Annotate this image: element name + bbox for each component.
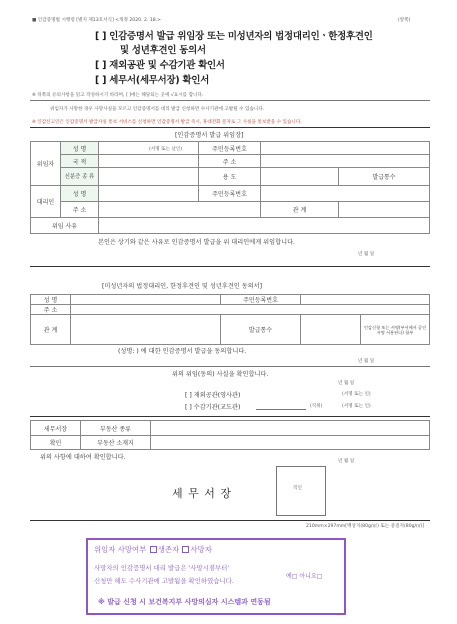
- address-label: 주 소: [199, 155, 261, 168]
- name-label: 성 명: [61, 142, 99, 155]
- consent-rrn-field[interactable]: [301, 295, 430, 305]
- consent-name-label: 성 명: [31, 295, 71, 305]
- property-type-label: 부동산 종류: [81, 421, 151, 436]
- deceased-label: 사망자: [190, 545, 212, 554]
- title-line-2: 및 성년후견인 동의서: [120, 45, 206, 56]
- note-3: ※ 인감신고인은 인감증명서 발급사실 통보 서비스를 신청하면 인감증명서 발급 즉시, 휴대전화 문자로 그 사실을 통보받을 수 있습니다.: [32, 120, 302, 125]
- consent-address-label: 주 소: [31, 305, 71, 315]
- form-code: ■ 인감증명법 시행령 [별지 제13호서식] <개정 2020. 2. 18.>: [32, 18, 161, 23]
- consent-copies-label: 발급통수: [221, 315, 301, 345]
- consent-address-field[interactable]: [71, 305, 430, 315]
- notice-footer: ※ 발급 신청 시 보건복지부 사망의심자 시스템과 연동됨: [98, 598, 271, 606]
- id-type-field[interactable]: [99, 168, 199, 186]
- tax-statement: 위의 사항에 대하여 확인합니다.: [40, 454, 126, 461]
- notice-line-2: 신청만 해도 수사기관에 고발됨을 확인하였습니다.: [94, 577, 234, 585]
- address-field[interactable]: [261, 155, 430, 168]
- embassy-option[interactable]: [ ] 재외공관(영사관): [185, 392, 241, 399]
- alive-label: 생존자: [157, 545, 180, 554]
- rrn-label: 주민등록번호: [199, 142, 261, 155]
- agent-name-label: 성 명: [61, 186, 99, 202]
- title-line-4: [ ] 세무서(세무서장) 확인서: [95, 75, 210, 86]
- delegator-label: 위임자: [31, 142, 61, 186]
- consent-note: 인감신청 또는 서명(부서에서 공인서명 서용된다) 함부: [361, 315, 430, 345]
- consent-relation-field[interactable]: [71, 315, 221, 345]
- divider: [30, 100, 430, 101]
- delegation-table: [30, 141, 430, 234]
- paper-spec: 210mm×297mm[백상지(80g/㎡) 또는 중질지(80g/㎡)]: [306, 524, 425, 529]
- purpose-field[interactable]: [261, 168, 339, 186]
- notice-line-1: 사망자의 인감증명서 대리 발급은 '사망시점부터': [94, 564, 230, 572]
- death-check-notice: [86, 538, 346, 615]
- delegation-date: 년 월 일: [358, 252, 375, 257]
- consent-copies-field[interactable]: [301, 315, 361, 345]
- tax-office-label: 세무서장: [31, 421, 81, 436]
- prison-rank: (직위): [310, 404, 323, 409]
- nationality-label: 국 적: [61, 155, 99, 168]
- tax-confirm-label: 확인: [31, 436, 81, 450]
- tax-date: 년 월 일: [338, 459, 355, 464]
- agent-address-field[interactable]: [99, 202, 261, 218]
- prison-sign: (서명 또는 인): [342, 404, 371, 409]
- name-field[interactable]: [99, 142, 199, 155]
- divider: [30, 416, 430, 417]
- prison-line: [256, 409, 306, 410]
- divider: [30, 366, 430, 367]
- agent-name-field[interactable]: [99, 186, 199, 202]
- note-2: 위임자가 사망한 경우 사망사실을 모르고 인감증명서를 대리 발급 신청하면 수사기관에 고발될 수 있습니다.: [50, 107, 265, 112]
- note-1: ※ 뒤쪽의 유의사항을 읽고 작성하시기 바라며, [ ]에는 해당되는 곳에 √표시를 합니다.: [32, 93, 204, 98]
- consent-table: [30, 294, 430, 345]
- consent-rrn-label: 주민등록번호: [221, 295, 301, 305]
- tax-signer: 세 무 서 장: [172, 487, 232, 500]
- embassy-sign: (서명 또는 인): [342, 392, 371, 397]
- relation-label: 관 계: [261, 202, 339, 218]
- copies-label: 발급통수: [339, 168, 430, 186]
- title-line-3: [ ] 재외공관 및 수감기관 확인서: [95, 60, 225, 71]
- divider: [30, 520, 430, 521]
- purpose-label: 용 도: [199, 168, 261, 186]
- consent-heading: [미성년자의 법정대리인, 한정후견인 및 성년후견인 동의서]: [102, 283, 263, 290]
- reason-label: 위임 사유: [31, 218, 99, 234]
- delegation-heading: [인감증명서 발급 위임장]: [175, 132, 244, 139]
- agent-rrn-field[interactable]: [261, 186, 430, 202]
- deceased-checkbox[interactable]: [182, 546, 189, 553]
- name-hint: (서명 또는 날인): [149, 146, 183, 152]
- property-type-field[interactable]: [151, 421, 430, 436]
- prison-option[interactable]: [ ] 수감기관(교도관): [185, 404, 241, 411]
- relation-field[interactable]: [339, 202, 430, 218]
- agent-rrn-label: 주민등록번호: [199, 186, 261, 202]
- page-label: (앞쪽): [398, 18, 411, 23]
- confirm-statement: 위의 위임(동의) 사실을 확인합니다.: [172, 371, 269, 378]
- tax-office-table: [30, 420, 430, 450]
- property-location-field[interactable]: [151, 436, 430, 450]
- consent-relation-label: 관 계: [31, 315, 71, 345]
- divider: [30, 266, 430, 267]
- id-type-label: 신분증 종 류: [61, 168, 99, 186]
- yes-no-checkboxes[interactable]: 예□ 아니요□: [286, 573, 323, 580]
- reason-field[interactable]: [99, 218, 430, 234]
- official-seal-box: [276, 466, 326, 516]
- consent-name-field[interactable]: [71, 295, 221, 305]
- property-location-label: 부동산 소재지: [81, 436, 151, 450]
- seal-label: 직인: [293, 486, 302, 491]
- death-status-label: 위임자 사망여부: [94, 545, 147, 554]
- confirm-date: 년 월 일: [338, 381, 355, 386]
- consent-statement: (성명: ) 에 대한 인감증명서 발급을 동의합니다.: [118, 348, 247, 355]
- death-status-row: [94, 544, 212, 555]
- delegation-statement: 본인은 상기와 같은 사유로 인감증명서 발급을 위 대리인에게 위임합니다.: [98, 239, 296, 246]
- title-line-1: [ ] 인감증명서 발급 위임장 또는 미성년자의 법정대리인ㆍ한정후견인: [95, 31, 373, 42]
- agent-address-label: 주 소: [61, 202, 99, 218]
- rrn-field[interactable]: [261, 142, 430, 155]
- divider: [30, 127, 430, 128]
- alive-checkbox[interactable]: [150, 546, 157, 553]
- agent-label: 대리인: [31, 186, 61, 218]
- nationality-field[interactable]: [99, 155, 199, 168]
- consent-date: 년 월 일: [358, 359, 375, 364]
